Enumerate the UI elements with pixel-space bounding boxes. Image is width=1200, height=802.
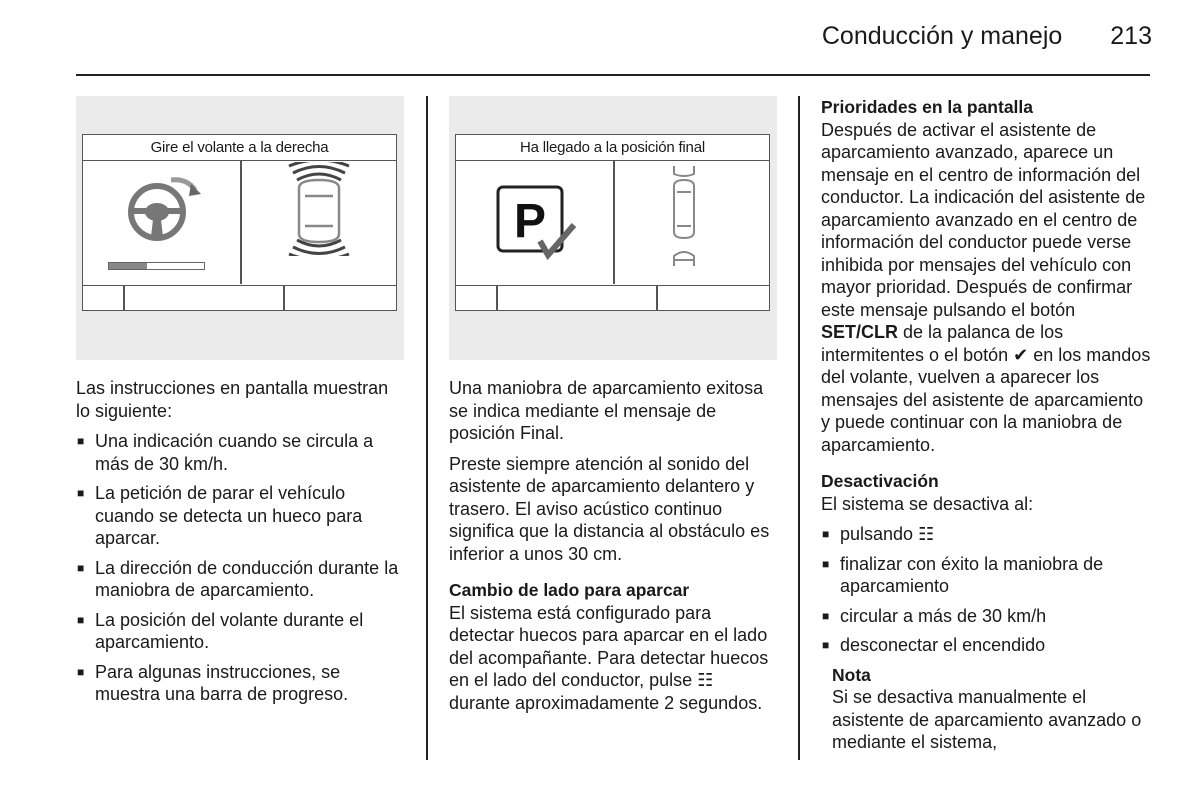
page-header: [822, 22, 1152, 51]
display-message: Gire el volante a la derecha: [83, 135, 396, 161]
column-1: [76, 377, 406, 713]
note-text: Si se desactiva manualmente el asistente de aparcamiento avanzado o mediante el sistema,: [832, 687, 1142, 752]
checkmark-icon: ✔: [1013, 344, 1029, 365]
column-divider: [426, 96, 428, 760]
column-divider: [798, 96, 800, 760]
paragraph: Preste siempre atención al sonido del asistente de aparcamiento delantero y trasero. El aviso acústico continuo significa que la distancia al obstáculo es inferior a unos 30 cm.: [449, 453, 770, 564]
section-heading: Desactivación: [821, 471, 939, 491]
list-item: ■ Para algunas instrucciones, se muestra una barra de progreso.: [76, 661, 406, 706]
car-top-view-icon: [654, 162, 714, 284]
list-item: ■ desconectar el encendido: [821, 634, 1151, 657]
instruction-list: [76, 430, 406, 706]
progress-bar: [108, 262, 205, 270]
paragraph: El sistema está configurado para detectar huecos para aparcar en el lado del acompañante. Para detectar huecos en el lado del conductor, pulse ☷ durante aproximadamente 2 segundos.: [449, 602, 769, 713]
section-title: Conducción y manejo: [821, 22, 1063, 50]
column-3: [821, 96, 1151, 754]
figure-final-position: [449, 96, 777, 360]
paragraph: El sistema se desactiva al:: [821, 493, 1034, 514]
header-rule: [76, 74, 1150, 76]
list-item: ■ circular a más de 30 km/h: [821, 605, 1151, 628]
paragraph: Una maniobra de aparcamiento exitosa se indica mediante el mensaje de posición Final.: [449, 378, 764, 443]
steering-wheel-icon: [83, 162, 240, 258]
page-number: 213: [1110, 22, 1152, 50]
car-top-view-icon: [241, 162, 395, 256]
display-message: Ha llegado a la posición final: [456, 135, 769, 161]
figure-steering-instruction: [76, 96, 404, 360]
display-screen: [82, 134, 397, 311]
list-item: ■ finalizar con éxito la maniobra de aparcamiento: [821, 553, 1151, 598]
set-clr-button-label: SET/CLR: [821, 322, 899, 342]
note-box: [832, 664, 1151, 754]
section-heading: Cambio de lado para aparcar: [449, 580, 690, 600]
park-assist-button-icon: ☷: [697, 670, 714, 690]
list-item: ■ pulsando ☷: [821, 523, 1151, 546]
list-item: ■ La dirección de conducción durante la maniobra de aparcamiento.: [76, 557, 406, 602]
display-screen: [455, 134, 770, 311]
deactivation-list: [821, 523, 1151, 657]
svg-text:P: P: [513, 195, 547, 248]
intro-paragraph: Las instrucciones en pantalla muestran lo siguiente:: [76, 378, 389, 421]
section-heading: Prioridades en la pantalla: [821, 97, 1034, 117]
list-item: ■ La posición del volante durante el aparcamiento.: [76, 609, 406, 654]
note-heading: Nota: [832, 664, 871, 685]
parking-p-icon: [486, 179, 576, 269]
list-item: ■ La petición de parar el vehículo cuando se detecta un hueco para aparcar.: [76, 482, 406, 550]
column-2: [449, 377, 779, 722]
progress-fill: [109, 263, 147, 269]
list-item: ■ Una indicación cuando se circula a más de 30 km/h.: [76, 430, 406, 475]
paragraph: Después de activar el asistente de aparcamiento avanzado, aparece un mensaje en el centro de información del conductor. La indicación del asistente de aparcamiento avanzado en el centro de información del conductor puede verse inhibida por mensajes del vehículo con mayor prioridad. Después de confirmar este mensaje pulsando el botón SET/CLR de la palanca de los intermitentes o el botón ✔ en los mandos del volante, vuelven a aparecer los mensajes del asistente de aparcamiento y puede continuar con la maniobra de aparcamiento.: [821, 119, 1151, 455]
park-assist-button-icon: ☷: [918, 524, 935, 544]
